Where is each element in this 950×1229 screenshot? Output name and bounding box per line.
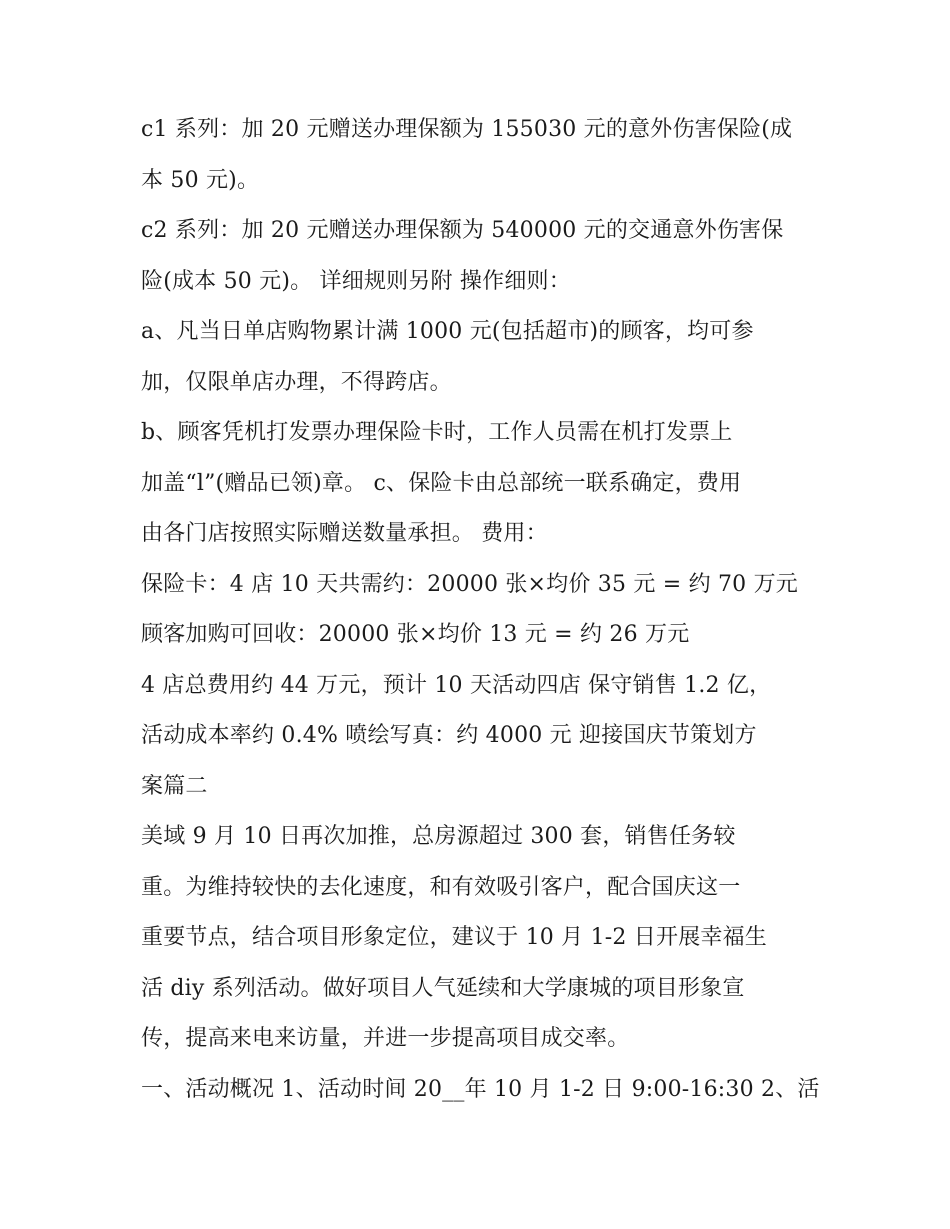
text-line: 加，仅限单店办理，不得跨店。 — [141, 370, 452, 395]
text-line: 重。为维持较快的去化速度，和有效吸引客户，配合国庆这一 — [141, 875, 741, 900]
text-line: b、顾客凭机打发票办理保险卡时，工作人员需在机打发票上 — [141, 420, 733, 445]
text-line: 传，提高来电来访量，并进一步提高项目成交率。 — [141, 1026, 630, 1051]
text-line: c1 系列：加 20 元赠送办理保额为 155030 元的意外伤害保险(成 — [141, 117, 793, 142]
text-line: 案篇二 — [141, 774, 208, 799]
text-line: 一、活动概况 1、活动时间 20__年 10 月 1-2 日 9:00-16:30 2、活 — [141, 1077, 820, 1102]
text-line: 活动成本率约 0.4% 喷绘写真：约 4000 元 迎接国庆节策划方 — [141, 723, 757, 748]
text-line: 由各门店按照实际赠送数量承担。 费用： — [141, 521, 548, 546]
text-line: c2 系列：加 20 元赠送办理保额为 540000 元的交通意外伤害保 — [141, 218, 784, 243]
text-line: 美域 9 月 10 日再次加推，总房源超过 300 套，销售任务较 — [141, 824, 736, 849]
text-line: a、凡当日单店购物累计满 1000 元(包括超市)的顾客，均可参 — [141, 319, 754, 344]
text-line: 活 diy 系列活动。做好项目人气延续和大学康城的项目形象宣 — [141, 976, 745, 1001]
text-line: 重要节点，结合项目形象定位，建议于 10 月 1-2 日开展幸福生 — [141, 925, 767, 950]
text-line: 保险卡：4 店 10 天共需约：20000 张×均价 35 元 = 约 70 万元 — [141, 572, 798, 597]
text-line: 4 店总费用约 44 万元，预计 10 天活动四店 保守销售 1.2 亿， — [141, 673, 772, 698]
text-line: 加盖“l”(赠品已领)章。 c、保险卡由总部统一联系确定，费用 — [141, 471, 742, 496]
text-line: 本 50 元)。 — [141, 168, 260, 193]
text-line: 险(成本 50 元)。 详细规则另附 操作细则： — [141, 269, 571, 294]
text-line: 顾客加购可回收：20000 张×均价 13 元 = 约 26 万元 — [141, 622, 690, 647]
